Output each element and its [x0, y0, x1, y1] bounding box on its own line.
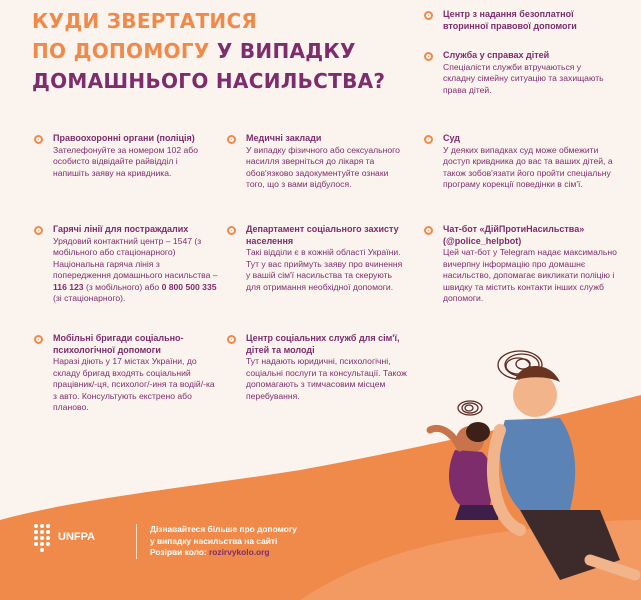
bullet-icon [34, 335, 43, 344]
mobile-brigades-item [34, 333, 219, 414]
legal-aid-item [424, 9, 614, 32]
bullet-icon [424, 52, 433, 61]
police-body: Зателефонуйте за номером 102 або особисто відвідайте райвідділ і напишіть заяву на кривдника. [53, 144, 198, 178]
family-center-body: Тут надають юридичні, психологічні, соціальні послуги та консультації. Також допомагають з тимчасовим місцем перебування. [246, 356, 407, 401]
medical-item [227, 133, 405, 191]
mobile-brigades-head: Мобільні бригади соціально-психологічної допомоги [53, 333, 184, 355]
hotline-government-line: Урядовий контактний центр – 1547 (з мобільного або стаціонарного) [53, 235, 202, 257]
hotline-body [53, 236, 219, 305]
police-item [34, 133, 209, 179]
title-line-3: ДОМАШНЬОГО НАСИЛЬСТВА? [32, 69, 386, 93]
hotline-head: Гарячі лінії для постраждалих [53, 224, 189, 234]
chatbot-item [424, 224, 619, 305]
bullet-icon [34, 226, 43, 235]
medical-head: Медичні заклади [246, 133, 322, 143]
footer-text [150, 524, 297, 559]
footer-line-2: у випадку насильства на сайті [150, 535, 278, 546]
footer-divider [136, 524, 137, 559]
family-center-item [227, 333, 412, 402]
page-title [32, 6, 412, 96]
medical-body: У випадку фізичного або сексуального насилля зверніться до лікаря та обов'язково задокументуйте ознаки того, що з вами відбулося. [246, 144, 400, 189]
footer-line-3-prefix: Розірви коло: [150, 547, 207, 557]
social-department-head: Департамент соціального захисту населення [246, 224, 399, 246]
bullet-icon [424, 135, 433, 144]
chatbot-head: Чат-бот «ДійПротиНасильства» (@police_helpbot) [443, 224, 585, 246]
police-head: Правоохоронні органи (поліція) [53, 133, 195, 143]
social-department-item [227, 224, 407, 293]
title-line-1: КУДИ ЗВЕРТАТИСЯ [32, 9, 258, 33]
footer-line-1: Дізнавайтеся більше про допомогу [150, 524, 297, 534]
court-body: У деяких випадках суд може обмежити доступ кривдника до вас та ваших дітей, а також зобов'язати його пройти спеціальну програму корекції поведінки в сім'ї. [443, 144, 613, 189]
bullet-icon [227, 135, 236, 144]
bullet-icon [424, 226, 433, 235]
bullet-icon [227, 335, 236, 344]
court-item [424, 133, 624, 191]
court-head: Суд [443, 133, 460, 143]
children-service-body: Спеціалісти служби втручаються у складну сімейну ситуацію та захищають права дітей. [443, 61, 604, 95]
family-center-head: Центр соціальних служб для сім'ї, дітей та молоді [246, 333, 400, 355]
title-line-2-orange: ПО ДОПОМОГУ [32, 39, 210, 63]
bullet-icon [34, 135, 43, 144]
bullet-icon [227, 226, 236, 235]
children-service-head: Служба у справах дітей [443, 50, 550, 60]
social-department-body: Такі відділи є в кожній області України. Тут у вас приймуть заяву про вчинення у вашій сім'ї насильства та скерують для отримання необхідної допомоги. [246, 247, 403, 292]
hotline-mobile-note: (з мобільного) або [85, 281, 160, 292]
chatbot-body: Цей чат-бот у Telegram надає максимально вичерпну інформацію про домашнє насильство, допомагає викликати поліцію і швидку та містить контакти інших служб допомоги. [443, 247, 617, 303]
hotline-item [34, 224, 219, 305]
hotline-mobile-number: 116 123 [53, 281, 84, 292]
mobile-brigades-body: Наразі діють у 17 містах України, до складу бригад входять соціальний працівник/-ця, психолог/-иня та водій/-ка з авто. Консультують екстрено або планово. [53, 356, 215, 412]
hotline-stationary-number: 0 800 500 335 [161, 281, 217, 292]
bullet-icon [424, 11, 433, 20]
footer-site-link[interactable]: rozirvykolo.org [209, 547, 270, 557]
hotline-national-line: Національна гаряча лінія з попередження домашнього насильства – [53, 258, 218, 280]
title-line-2-purple: У ВИПАДКУ [209, 39, 356, 63]
hotline-stationary-note: (зі стаціонарного). [53, 293, 126, 303]
unfpa-logo-text: UNFPA [58, 531, 96, 543]
children-service-item [424, 50, 614, 96]
legal-aid-head: Центр з надання безоплатної вторинної правової допомоги [443, 9, 577, 31]
